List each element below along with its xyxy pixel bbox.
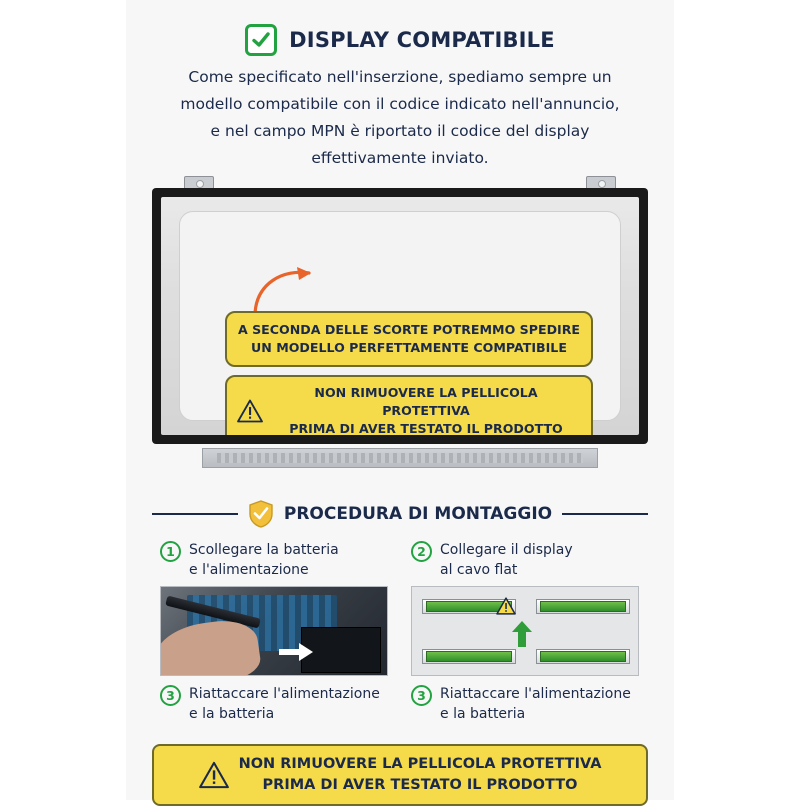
battery-pack bbox=[301, 627, 381, 673]
warning-triangle-icon bbox=[237, 399, 263, 423]
step-item bbox=[411, 684, 648, 724]
step-number: 3 bbox=[411, 685, 432, 706]
photo-flat-cable-connect bbox=[411, 586, 639, 676]
callout-compatible-line-2: UN MODELLO PERFETTAMENTE COMPATIBILE bbox=[251, 340, 567, 355]
photo-battery-disconnect bbox=[160, 586, 388, 676]
procedure-steps bbox=[160, 540, 648, 724]
step-text bbox=[189, 540, 339, 580]
step-text-line-2: al cavo flat bbox=[440, 562, 518, 578]
check-icon bbox=[245, 24, 277, 56]
procedure-header bbox=[152, 500, 648, 528]
right-margin bbox=[674, 0, 800, 800]
steps-column-right bbox=[411, 540, 648, 724]
callout-compatible-model bbox=[225, 311, 593, 367]
intro-line-3: e nel campo MPN è riportato il codice del display bbox=[210, 122, 590, 140]
warning-triangle-icon bbox=[496, 597, 516, 615]
flat-cable-green bbox=[540, 651, 626, 662]
step-text-line-1: Scollegare la batteria bbox=[189, 542, 339, 558]
flat-cable-green bbox=[426, 651, 512, 662]
callout-protective-film bbox=[225, 375, 593, 435]
step-item bbox=[160, 684, 397, 724]
step-text-line-1: Collegare il display bbox=[440, 542, 573, 558]
curved-arrow-icon bbox=[249, 263, 319, 315]
header bbox=[126, 24, 674, 56]
step-text bbox=[440, 540, 573, 580]
display-panel-illustration bbox=[152, 176, 648, 476]
steps-column-left bbox=[160, 540, 397, 724]
step-number: 1 bbox=[160, 541, 181, 562]
step-item bbox=[411, 540, 648, 580]
warning-triangle-icon bbox=[199, 761, 229, 789]
arrow-up-icon bbox=[512, 621, 532, 647]
footer-line-1: NON RIMUOVERE LA PELLICOLA PROTETTIVA bbox=[238, 756, 602, 772]
intro-line-2: modello compatibile con il codice indicato nell'annuncio, bbox=[180, 95, 620, 113]
step-item bbox=[160, 540, 397, 580]
step-number: 2 bbox=[411, 541, 432, 562]
step-text bbox=[440, 684, 631, 724]
left-margin bbox=[0, 0, 126, 800]
step-text-line-2: e la batteria bbox=[440, 706, 526, 722]
intro-line-1: Come specificato nell'inserzione, spediamo sempre un bbox=[188, 68, 612, 86]
display-bezel bbox=[152, 188, 648, 444]
flat-cable-green bbox=[540, 601, 626, 612]
step-text bbox=[189, 684, 380, 724]
intro-line-4: effettivamente inviato. bbox=[311, 149, 489, 167]
arrow-right-icon bbox=[279, 643, 313, 661]
shield-icon bbox=[248, 500, 274, 528]
divider-right bbox=[562, 513, 648, 515]
step-number: 3 bbox=[160, 685, 181, 706]
footer-line-2: PRIMA DI AVER TESTATO IL PRODOTTO bbox=[262, 777, 578, 793]
callout-compatible-line-1: A SECONDA DELLE SCORTE POTREMMO SPEDIRE bbox=[237, 322, 581, 337]
display-screen bbox=[161, 197, 639, 435]
callout-film-line-1: NON RIMUOVERE LA PELLICOLA PROTETTIVA bbox=[314, 385, 538, 418]
intro-paragraph bbox=[146, 64, 654, 172]
display-bottom-strip bbox=[202, 448, 598, 468]
step-text-line-2: e la batteria bbox=[189, 706, 275, 722]
step-text-line-2: e l'alimentazione bbox=[189, 562, 309, 578]
footer-warning-banner bbox=[152, 744, 648, 806]
step-text-line-1: Riattaccare l'alimentazione bbox=[189, 686, 380, 702]
step-text-line-1: Riattaccare l'alimentazione bbox=[440, 686, 631, 702]
page-title: DISPLAY COMPATIBILE bbox=[289, 28, 555, 52]
callout-film-line-2: PRIMA DI AVER TESTATO IL PRODOTTO bbox=[289, 421, 563, 435]
procedure-title: PROCEDURA DI MONTAGGIO bbox=[283, 504, 553, 524]
divider-left bbox=[152, 513, 238, 515]
